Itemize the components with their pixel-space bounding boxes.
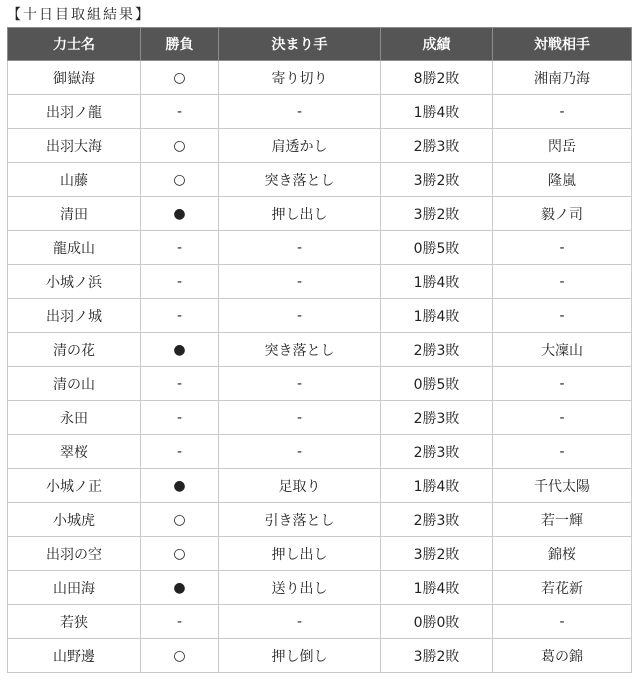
opponent-cell: 湘南乃海 xyxy=(493,61,632,95)
kimarite-cell: - xyxy=(219,605,381,639)
table-row xyxy=(8,61,632,95)
wrestler-name-cell: 出羽ノ城 xyxy=(8,299,141,333)
wrestler-name-cell: 翠桜 xyxy=(8,435,141,469)
result-mark-cell: ○ xyxy=(141,537,219,571)
kimarite-cell: 押し出し xyxy=(219,537,381,571)
table-header-row xyxy=(8,28,632,61)
kimarite-cell: - xyxy=(219,95,381,129)
kimarite-cell: 足取り xyxy=(219,469,381,503)
table-row xyxy=(8,605,632,639)
record-cell: 2勝3敗 xyxy=(381,401,493,435)
record-cell: 3勝2敗 xyxy=(381,639,493,673)
result-mark-cell: - xyxy=(141,605,219,639)
result-mark-cell: - xyxy=(141,231,219,265)
table-row xyxy=(8,401,632,435)
result-mark-cell: ● xyxy=(141,197,219,231)
kimarite-cell: 引き落とし xyxy=(219,503,381,537)
table-row xyxy=(8,231,632,265)
table-row xyxy=(8,503,632,537)
opponent-cell: - xyxy=(493,367,632,401)
opponent-cell: - xyxy=(493,231,632,265)
opponent-cell: - xyxy=(493,401,632,435)
kimarite-cell: - xyxy=(219,367,381,401)
kimarite-cell: 突き落とし xyxy=(219,163,381,197)
table-body xyxy=(8,61,632,673)
record-cell: 1勝4敗 xyxy=(381,571,493,605)
kimarite-cell: 肩透かし xyxy=(219,129,381,163)
table-row xyxy=(8,95,632,129)
wrestler-name-cell: 御嶽海 xyxy=(8,61,141,95)
record-cell: 2勝3敗 xyxy=(381,435,493,469)
opponent-cell: 錦桜 xyxy=(493,537,632,571)
record-cell: 0勝5敗 xyxy=(381,231,493,265)
wrestler-name-cell: 出羽の空 xyxy=(8,537,141,571)
result-mark-cell: - xyxy=(141,299,219,333)
kimarite-cell: - xyxy=(219,299,381,333)
record-cell: 0勝0敗 xyxy=(381,605,493,639)
opponent-cell: 千代太陽 xyxy=(493,469,632,503)
record-cell: 0勝5敗 xyxy=(381,367,493,401)
result-mark-cell: ○ xyxy=(141,129,219,163)
result-mark-cell: - xyxy=(141,367,219,401)
opponent-cell: 大凜山 xyxy=(493,333,632,367)
wrestler-name-cell: 清の花 xyxy=(8,333,141,367)
column-header-opponent: 対戦相手 xyxy=(493,28,632,61)
table-row xyxy=(8,129,632,163)
result-mark-cell: ○ xyxy=(141,163,219,197)
opponent-cell: 毅ノ司 xyxy=(493,197,632,231)
results-table xyxy=(7,27,632,673)
kimarite-cell: - xyxy=(219,401,381,435)
opponent-cell: 若花新 xyxy=(493,571,632,605)
opponent-cell: 閃岳 xyxy=(493,129,632,163)
table-row xyxy=(8,265,632,299)
opponent-cell: 若一輝 xyxy=(493,503,632,537)
opponent-cell: - xyxy=(493,299,632,333)
wrestler-name-cell: 清の山 xyxy=(8,367,141,401)
kimarite-cell: 押し出し xyxy=(219,197,381,231)
record-cell: 3勝2敗 xyxy=(381,163,493,197)
record-cell: 2勝3敗 xyxy=(381,503,493,537)
wrestler-name-cell: 清田 xyxy=(8,197,141,231)
opponent-cell: - xyxy=(493,265,632,299)
wrestler-name-cell: 龍成山 xyxy=(8,231,141,265)
result-mark-cell: ○ xyxy=(141,503,219,537)
table-row xyxy=(8,367,632,401)
kimarite-cell: 突き落とし xyxy=(219,333,381,367)
kimarite-cell: - xyxy=(219,265,381,299)
table-row xyxy=(8,197,632,231)
column-header-name: 力士名 xyxy=(8,28,141,61)
wrestler-name-cell: 永田 xyxy=(8,401,141,435)
wrestler-name-cell: 小城ノ浜 xyxy=(8,265,141,299)
record-cell: 1勝4敗 xyxy=(381,299,493,333)
result-mark-cell: - xyxy=(141,265,219,299)
kimarite-cell: 送り出し xyxy=(219,571,381,605)
result-mark-cell: ○ xyxy=(141,61,219,95)
result-mark-cell: ● xyxy=(141,571,219,605)
result-mark-cell: - xyxy=(141,401,219,435)
wrestler-name-cell: 小城虎 xyxy=(8,503,141,537)
table-row xyxy=(8,469,632,503)
result-mark-cell: ● xyxy=(141,333,219,367)
table-row xyxy=(8,333,632,367)
wrestler-name-cell: 山野邊 xyxy=(8,639,141,673)
column-header-record: 成績 xyxy=(381,28,493,61)
table-row xyxy=(8,571,632,605)
table-row xyxy=(8,537,632,571)
record-cell: 8勝2敗 xyxy=(381,61,493,95)
wrestler-name-cell: 山田海 xyxy=(8,571,141,605)
wrestler-name-cell: 出羽ノ龍 xyxy=(8,95,141,129)
opponent-cell: - xyxy=(493,605,632,639)
opponent-cell: - xyxy=(493,95,632,129)
record-cell: 2勝3敗 xyxy=(381,333,493,367)
kimarite-cell: 押し倒し xyxy=(219,639,381,673)
kimarite-cell: - xyxy=(219,231,381,265)
table-row xyxy=(8,639,632,673)
result-mark-cell: - xyxy=(141,95,219,129)
result-mark-cell: - xyxy=(141,435,219,469)
page-title: 【十日目取組結果】 xyxy=(7,7,151,23)
wrestler-name-cell: 出羽大海 xyxy=(8,129,141,163)
record-cell: 3勝2敗 xyxy=(381,197,493,231)
table-row xyxy=(8,163,632,197)
opponent-cell: - xyxy=(493,435,632,469)
kimarite-cell: - xyxy=(219,435,381,469)
wrestler-name-cell: 小城ノ正 xyxy=(8,469,141,503)
record-cell: 1勝4敗 xyxy=(381,469,493,503)
opponent-cell: 葛の錦 xyxy=(493,639,632,673)
column-header-result: 勝負 xyxy=(141,28,219,61)
record-cell: 2勝3敗 xyxy=(381,129,493,163)
result-mark-cell: ○ xyxy=(141,639,219,673)
table-row xyxy=(8,435,632,469)
record-cell: 3勝2敗 xyxy=(381,537,493,571)
wrestler-name-cell: 山藤 xyxy=(8,163,141,197)
opponent-cell: 隆嵐 xyxy=(493,163,632,197)
result-mark-cell: ● xyxy=(141,469,219,503)
table-row xyxy=(8,299,632,333)
column-header-kimarite: 決まり手 xyxy=(219,28,381,61)
wrestler-name-cell: 若狭 xyxy=(8,605,141,639)
record-cell: 1勝4敗 xyxy=(381,265,493,299)
record-cell: 1勝4敗 xyxy=(381,95,493,129)
kimarite-cell: 寄り切り xyxy=(219,61,381,95)
